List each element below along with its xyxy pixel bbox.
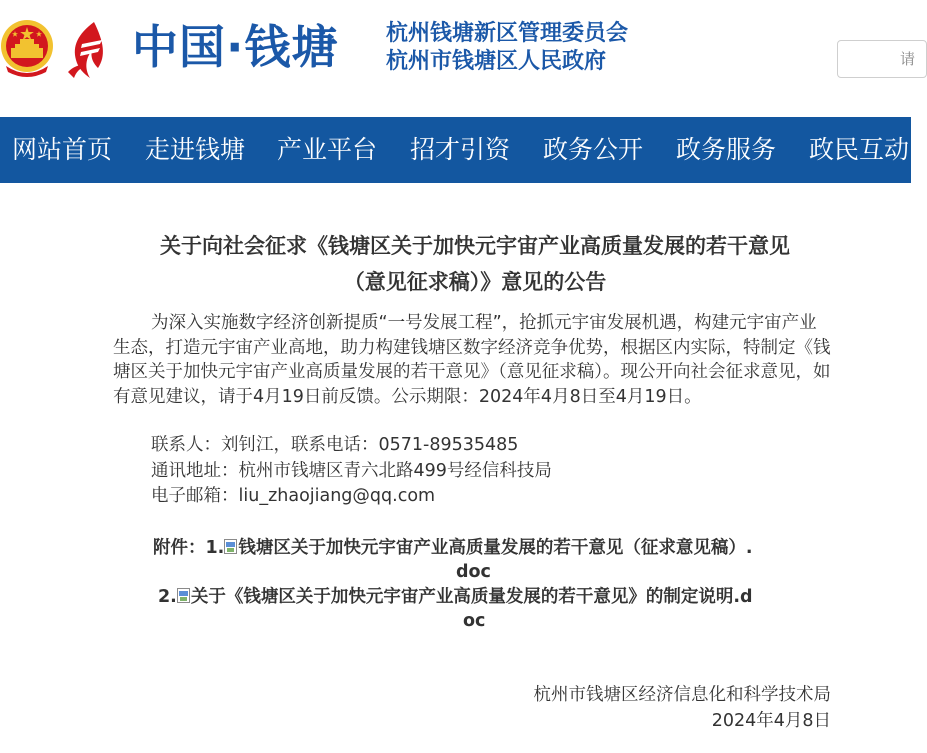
signature-date: 2024年4月8日: [711, 711, 831, 731]
attachment-1-name-cont: doc: [456, 562, 491, 582]
nav-item-invest[interactable]: 招才引资: [410, 135, 511, 164]
attachment-1: [153, 535, 752, 561]
article-paragraph: 为深入实施数字经济创新提质“一号发展工程”，抢抓元宇宙发展机遇，构建元宇宙产业生态，打造元宇宙产业高地，助力构建钱塘区数字经济竞争优势，根据区内实际，特制定《钱塘区关于加快元宇宙产业高质量发展的若干意见》（意见征求稿）。现公开向社会征求意见，如有意见建议，请于4月19日前反馈。公示期限：2024年4月8日至4月19日。: [113, 313, 831, 407]
nav-item-gov-open[interactable]: 政务公开: [543, 135, 644, 164]
attachment-1-continuation[interactable]: [456, 559, 491, 585]
search-input[interactable]: [837, 40, 927, 78]
doc-file-icon: [177, 588, 190, 603]
nav-item-gov-service[interactable]: 政务服务: [676, 135, 777, 164]
attachment-1-number: 1.: [205, 538, 225, 558]
nav-item-industry[interactable]: 产业平台: [277, 135, 378, 164]
search-placeholder: 请: [900, 50, 916, 68]
nav-item-interaction[interactable]: 政民互动: [809, 135, 910, 164]
org-name-line1: 杭州钱塘新区管理委员会: [386, 21, 629, 46]
org-names: [386, 20, 628, 76]
attachment-2: [158, 584, 753, 610]
flame-logo-icon: [64, 20, 108, 80]
signature-org: 杭州市钱塘区经济信息化和科学技术局: [533, 685, 831, 705]
attachment-2-name-cont: oc: [463, 611, 486, 631]
attachment-2-name: 关于《钱塘区关于加快元宇宙产业高质量发展的若干意见》的制定说明.d: [190, 587, 753, 607]
attachments-label: 附件：: [153, 538, 206, 558]
doc-file-icon: [224, 539, 237, 554]
nav-item-home[interactable]: 网站首页: [12, 135, 113, 164]
attachment-2-link[interactable]: [177, 587, 753, 607]
attachment-2-continuation[interactable]: [463, 608, 485, 634]
org-name-line2: 杭州市钱塘区人民政府: [386, 49, 607, 74]
attachment-2-number: 2.: [158, 587, 177, 607]
contact-email: 电子邮箱：liu_zhaojiang@qq.com: [151, 486, 436, 506]
national-emblem-icon: [0, 18, 54, 80]
main-nav: [0, 117, 911, 183]
attachment-1-name: 钱塘区关于加快元宇宙产业高质量发展的若干意见（征求意见稿）.: [238, 538, 753, 558]
article-title-line2: （意见征求稿）》意见的公告: [343, 270, 607, 294]
site-title[interactable]: 中国·钱塘: [132, 20, 339, 74]
contact-person: 联系人：刘钊江，联系电话：0571-89535485: [151, 435, 519, 455]
article-title-line1: 关于向社会征求《钱塘区关于加快元宇宙产业高质量发展的若干意见: [160, 234, 790, 258]
attachment-1-link[interactable]: [224, 538, 752, 558]
nav-item-about[interactable]: 走进钱塘: [145, 135, 246, 164]
site-header: [0, 0, 916, 117]
contact-address: 通讯地址：杭州市钱塘区青六北路499号经信科技局: [151, 461, 552, 481]
